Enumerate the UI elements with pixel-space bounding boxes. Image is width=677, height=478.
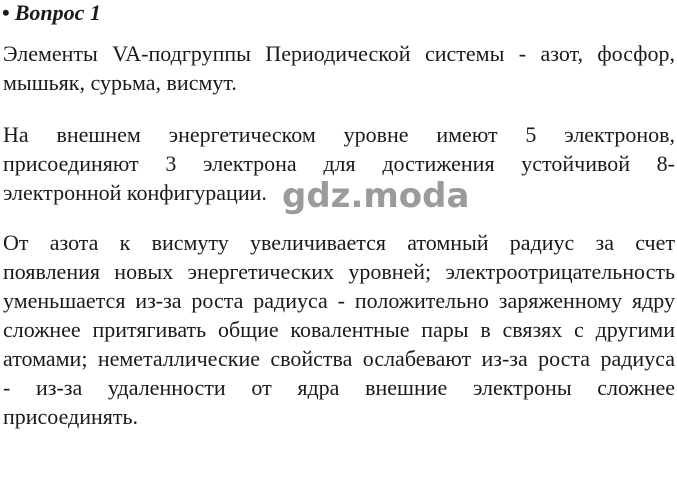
question-title: Вопрос 1 xyxy=(14,0,101,25)
text-line: Элементы VA-подгруппы Периодической системы - азот, фосфор, xyxy=(3,41,675,66)
text-line: От азота к висмуту увеличивается атомный радиус за счет xyxy=(3,230,675,255)
text-line: присоединяют 3 электрона для достижения устойчивой 8- xyxy=(3,151,675,176)
text-line: - из-за удаленности от ядра внешние электроны сложнее xyxy=(3,375,675,400)
text-line: уменьшается из-за роста радиуса - положительно заряженному ядру xyxy=(3,288,675,313)
paragraph-trends xyxy=(3,228,675,431)
text-line: мышьяк, сурьма, висмут. xyxy=(3,70,237,95)
watermark: gdz.moda xyxy=(282,176,470,216)
text-line: атомами; неметаллические свойства ослабевают из-за роста радиуса xyxy=(3,346,675,371)
question-heading xyxy=(2,0,101,26)
text-line: появления новых энергетических уровней; электроотрицательность xyxy=(3,259,675,284)
text-line: электронной конфигурации. xyxy=(3,180,267,205)
bullet: • xyxy=(2,0,10,25)
paragraph-elements xyxy=(3,39,675,97)
text-line: На внешнем энергетическом уровне имеют 5 электронов, xyxy=(3,122,675,147)
text-line: присоединять. xyxy=(3,404,139,429)
text-line: сложнее притягивать общие ковалентные пары в связях с другими xyxy=(3,317,675,342)
